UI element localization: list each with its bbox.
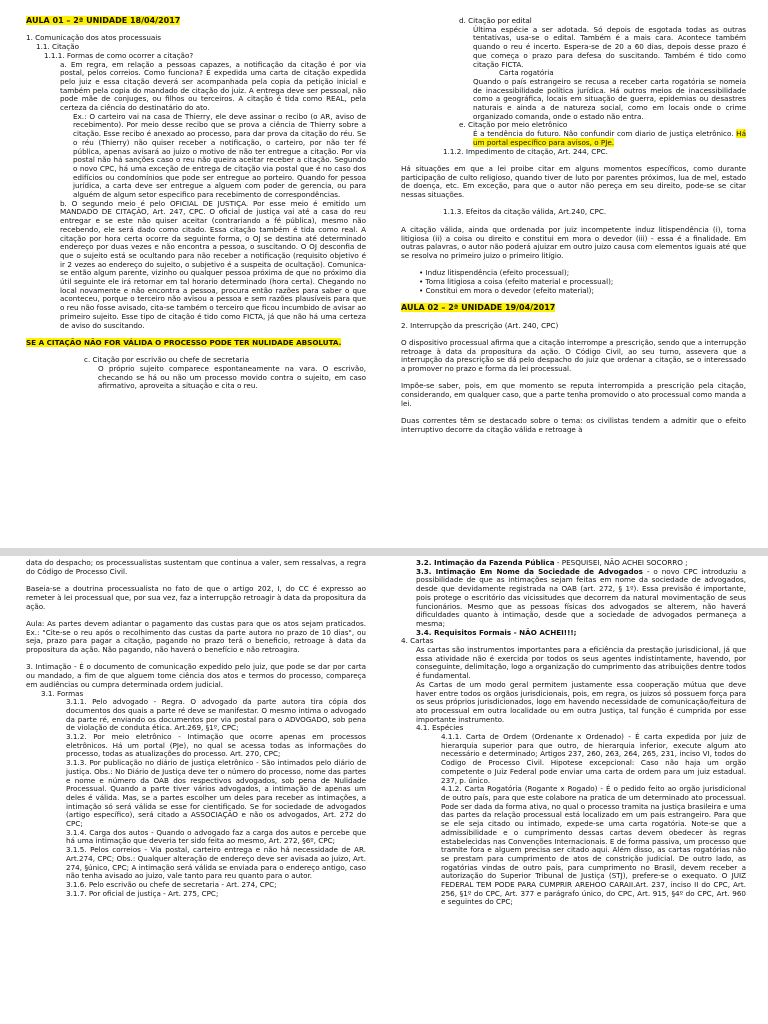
paragraph: b. O segundo meio é pelo OFICIAL DE JUSTIÇA. Por esse meio é emitido um MANDADO DE CITAÇÃO, Art. 247, CPC. O oficial de justiça vai até a casa do reu entregar e se este não quiser aceitar (contrariando a fé pública), mesmo não recebendo, ele será dado como citado. Essa citação também é tida como real. A citação por hora certa ocorre da seguinte forma, o OJ se destina até determinado endereço por duas vezes e não encontra a pessoa, o suscitando. O OJ desconfia de que o sujeito está se ocultando para não receber a notificação (requisito objetivo é ir 2 vezes ao endereço do sujeito, o subjetivo é a suspeita de ocultação). Comunica-se então algum parente, vizinho ou qualquer pessoa próxima de que no próximo dia útil seguinte ele irá retornar em tal horario determinado (hora certa). Chegando no local novamente e não encontra a pessoa, procura então razões para saber o que aconteceu, porque o terceiro não avisou a pessoa e sem razões plausíveis para que o reu não fosse avisado, cita-se também o terceiro que ficou incumbido de avisar ao primeiro sujeito. Esse tipo de citação é tido como FICTA, já que não há uma certeza de aviso do suscitando.: [60, 198, 366, 330]
list-item: 4.1.1. Carta de Ordem (Ordenante x Ordenado) - É carta expedida por juiz de hierarquia superior para que outro, de hierarquia inferior, execute algum ato necessário e determinado; Artigos 237, 260, 263, 264, 265, 231, inciso VI, todos do Codigo de Processo Civil. Hipotese excepcional: Caso não haja um orgão competente o Juiz Federal pode enviar uma carta de ordem para um juiz estadual. 237, p. único.: [441, 732, 746, 785]
subsection-title: 3.1. Formas: [41, 688, 84, 698]
page-separator: [0, 548, 768, 556]
subsection-title: d. Citação por edital: [459, 16, 532, 25]
paragraph: Última espécie a ser adotada. Só depois de esgotada todas as outras tentativas, usa-se o edital. Também é a mais cara. Acontece também quando o reu é incerto. Espera-se de 20 a 60 dias, depois desse prazo é que começa o prazo para defesa do suscitando. Também é tido como citação FICTA.: [473, 24, 746, 69]
paragraph: 3. Intimação - É o documento de comunicação expedido pelo juiz, que pode se dar por carta ou mandado, a fim de que alguem tome ciência dos atos e termos do processo, compareça em audiências ou cumpra determinada ordem judicial.: [26, 662, 366, 689]
list-item: • Induz litispendência (efeito processual);: [419, 269, 746, 278]
effects-list: [401, 269, 746, 295]
subsection-title: 4.1. Espécies: [416, 723, 464, 733]
list-item: 3.2. Intimação da Fazenda Pública - PESQUISEI, NÃO ACHEI SOCORRO ;: [416, 558, 688, 567]
page2-left-column: [26, 559, 366, 898]
paragraph: O próprio sujeito comparece espontaneamente na vara. O escrivão, checando se há ou não um processo movido contra o sujeito, em caso afirmativo, aproveita a situação e cita o reu.: [98, 364, 366, 391]
paragraph: É a tendência do futuro. Não confundir com diario de justiça eletrônico. Há um portal específico para avisos, o PJe.: [473, 129, 746, 147]
paragraph: O dispositivo processual afirma que a citação interrompe a prescrição, sendo que a interrupção retroage à data da propositura da ação. O Código Civil, ao seu turno, assevera que a interrupção da prescrição se dá pelo despacho do juiz que ordenar a citação, se o interessado a promover no prazo e forma da lei processual.: [401, 337, 746, 374]
section-title: 1. Comunicação dos atos processuais: [26, 33, 162, 43]
list-item: 3.1.7. Por oficial de justiça - Art. 275, CPC;: [66, 888, 219, 898]
page1-right-column: [401, 17, 746, 435]
subsection-title: Carta rogatória: [499, 68, 554, 78]
section-title: 4. Cartas: [401, 636, 434, 646]
list-item: 3.1.5. Pelos correios - Via postal, carteiro entrega e não há necessidade de AR. Art.274, CPC; Obs.: Qualquer alteração de endereço deve ser avisada ao juizo, Art. 274, §único, CPC; A intimação será válida se enviada para o endereço antigo, caso não tenha avisado ao juizo, vale tanto para reu quanto para o autor.: [66, 845, 366, 881]
page2-right-column: [401, 559, 746, 907]
paragraph: Duas correntes têm se destacado sobre o tema: os civilistas tendem a admitir que o efeito interruptivo decorre da citação válida e retroage à: [401, 416, 746, 434]
subsection-title: c. Citação por escrivão ou chefe de secretaria: [84, 355, 249, 365]
list-item: 3.1.1. Pelo advogado - Regra. O advogado da parte autora tira cópia dos documentos dos quais a parte ré deve se manifestar. O mesmo intima o advogado da parte ré, enviando os documentos por via postal para o ADVOGADO, sob pena de violação de conduta ética. Art.269, §1º, CPC;: [66, 697, 366, 733]
section-title: 2. Interrupção da prescrição (Art. 240, CPC): [401, 320, 559, 330]
list-item: 3.4. Requisitos Formais - NÃO ACHEI!!!;: [416, 627, 577, 637]
list-item: • Constitui em mora o devedor (efeito material);: [419, 287, 746, 296]
paragraph: As cartas são instrumentos importantes para a eficiência da prestação jurisdicional, já que essa atividade não é exercida por todos os seus agentes indistintamente, havendo, por conseguinte, delimitação, logo a organização do cumprimento das atribuições dentre todos é fundamental.: [416, 645, 746, 681]
list-item: 3.3. Intimação Em Nome da Sociedade de Advogados - o novo CPC introduziu a possibilidade de que as intimações sejam feitas em nome da sociedade de advogados, desde que devidamente registrada na OAB (art. 272, § 1º). Essa previsão é importante, pois protege o escritório das vicissitudes que decorrem da natural movimentação de seus funcionários. Mesmo que as pessoas físicas dos advogados se alterem, não haverá dificuldades quanto à intimação, desde que a sociedade de advogados permaneça a mesma;: [416, 566, 746, 628]
paragraph: A citação válida, ainda que ordenada por juiz incompetente induz litispendência (i), torna litigiosa (ii) a coisa ou direito e constitui em mora o devedor (iii) - essa é a finalidade. Em outras palavras, o autor não poderá ajuizar em outro juizo causa com elementos iguais até que se resolva no primeiro juizo o primeiro litígio.: [401, 224, 746, 260]
page-2: [0, 556, 768, 1024]
paragraph: Baseia-se a doutrina processualista no fato de que o artigo 202, I, do CC é expresso ao remeter à lei processual que, por sua vez, faz a interrupção retroagir à data da propositura da ação.: [26, 584, 366, 611]
paragraph: Ex.: O carteiro vai na casa de Thierry, ele deve assinar o recibo (o AR, aviso de recebimento). Por meio desse recibo que se prova a ciência de Thierry sobre a citação. Esse recibo é anexado ao processo, para dar prova da citação do réu. Se o réu (Thierry) não quiser receber a notificação, o carteiro, por não ter fé pública, apenas avisará ao juizo o motivo de não ter entregue a citação. Por via postal não há sanções caso o reu não queira aceitar receber a citação. Segundo o novo CPC, há uma exceção de entrega de citação via postal que é no caso dos edifícios ou condomínios que pode ser entregue ao porteiro. Quando for pessoa jurídica, a carta deve ser entregue a alguem com poder de gerencia, ou para alguém de algum setor especifico para recebimento de correspondências.: [73, 111, 366, 200]
subsection-title: 1.1.1. Formas de como ocorrer a citação?: [44, 50, 194, 60]
list-item: 3.1.3. Por publicação no diário de justiça eletrônico - São intimados pelo diário de justiça. Obs.: No Diário de Justiça deve ter o número do processo, nome das partes e nome e número da OAB dos respectivos advogados, sob pena de Nulidade Processual. Quando a parte tiver vários advogados, a intimação de apenas um deles é válida. Mas, se a partes escolher um deles para receber as intimações, a intimação só será válida se esse for cientificado. Se for sociedade de advogados (artigo específico), será citado a ASSOCIAÇÃO e não os advogados, Art. 272 do CPC;: [66, 758, 366, 829]
subsection-title: e. Citação por meio eletrônico: [459, 120, 568, 130]
list-item: • Torna litigiosa a coisa (efeito material e processual);: [419, 278, 746, 287]
subsection-title: 1.1. Citação: [36, 42, 79, 52]
list-item: 3.1.2. Por meio eletrônico - Intimação que ocorre apenas em processos eletrônicos. Há um portal (PJe), no qual se acessa todas as informações do processo, todas as atualizações do processo. Art. 270, CPC;: [66, 732, 366, 759]
lesson-heading: AULA 02 – 2ª UNIDADE 19/04/2017: [401, 303, 556, 313]
paragraph: Aula: As partes devem adiantar o pagamento das custas para que os atos sejam praticados. Ex.: "Cite-se o reu após o recolhimento das custas da parte autora no prazo de 10 dias", ou seja, prazo para pagar a citação, pagando no prazo terá o beneficio, retroage à data da propositura da ação. Não pagando, não haverá o benefício e não retroagira.: [26, 618, 366, 654]
highlighted-text: Há um portal específico para avisos, o PJe.: [473, 129, 746, 147]
paragraph: Há situações em que a lei proibe citar em alguns momentos específicos, como durante participação de culto religioso, quando tiver de luto por parentes próximos, lua de mel, estado de doença, etc. Em exceção, para que o autor não pereça em seu direito, pode-se se citar nessas situações.: [401, 163, 746, 200]
lesson-heading: AULA 01 – 2ª UNIDADE 18/04/2017: [26, 16, 181, 25]
paragraph: As Cartas de um modo geral permitem justamente essa cooperação mútua que deve haver entre todos os orgãos jurisdicionais, pois, em regra, os juizos só possuem força para os seus próprios jurisdicionados, logo em havendo necessidade de comunicação/feitura de ato processual em outra localidade ou em outra Justiça, tal função é cumprida por esse importante instrumento.: [416, 679, 746, 724]
page1-left-column: [26, 17, 366, 391]
list-item: 3.1.6. Pelo escrivão ou chefe de secretaria - Art. 274, CPC;: [66, 879, 277, 889]
subsection-title: 1.1.2. Impedimento de citação, Art. 244, CPC.: [443, 146, 608, 156]
subsection-title: 1.1.3. Efeitos da citação válida, Art.240, CPC.: [443, 207, 607, 217]
paragraph: data do despacho; os processualistas sustentam que continua a valer, sem ressalvas, a regra do Código de Processo Civil.: [26, 558, 366, 576]
list-item: 4.1.2. Carta Rogatória (Rogante x Rogado) - É o pedido feito ao orgão jurisdicional de outro país, para que este colabore na pratica de um determinado ato processual. Pode ser dada da forma ativa, no qual o processo tramita na justiça brasileira e uma das partes da relação processual está localizado em um pais estrangeiro. Para que se ele seja citado ou intimado, expede-se uma carta rogatória. Note-se que a admissibilidade e o cumprimento dessas cartas devem obedecer às regras estabelecidas nas Convenções Internacionais. E de forma passiva, um processo que tramite fora e alguem precisa ser citado aqui. Além disso, as cartas rogatórias não se prestam para cumprimento de atos de constrição judicial. De outro lado, as rogatórias vindas de outro país, para cumprimento no Brasil, devem receber a autorização do Superior Tribunal de Justiça (STJ), prefere-se o exequato. O JUIZ FEDERAL TEM PODE PARA CUMPRIR AREHOO CARAII.Art. 237, inciso II do CPC, Art. 256, §1º do CPC, Art. 377 e parágrafo único, do CPC, Art. 915, §4º do CPC, Art. 960 e seguintes do CPC;: [441, 784, 746, 907]
paragraph: Quando o país estrangeiro se recusa a receber carta rogatória se nomeia de inacessibilidade política jurídica. Há outros meios de inacessibilidade como a geográfica, locais em situação de guerra, epidemias ou desastres naturais e ainda a de natureza social, como em locais onde o crime organizado comanda, onde o estado não entra.: [473, 76, 746, 121]
highlighted-note: SE A CITAÇÃO NÃO FOR VÁLIDA O PROCESSO PODE TER NULIDADE ABSOLUTA.: [26, 337, 342, 347]
paragraph: Impõe-se saber, pois, em que momento se reputa interrompida a prescrição pela citação, considerando, em qualquer caso, que a parte tenha promovido o ato processual como manda a lei.: [401, 381, 746, 408]
list-item: 3.1.4. Carga dos autos - Quando o advogado faz a carga dos autos e percebe que há uma intimação que deveria ter sido feita ao mesmo, Art. 272, §6º, CPC;: [66, 827, 366, 846]
paragraph: a. Em regra, em relação a pessoas capazes, a notificação da citação é por via postal, pelos correios. Como funciona? É expedida uma carta de citação expedida pelo juiz e essa citação deverá ser acompanhada pela copia da petição inicial e também pela copia do mandado de citação do juiz. A entrega deve ser pessoal, não pode mãe de conjuges, ou filhos ou terceiros. A citação é tida como REAL, pela certeza da ciência do destinatário do ato.: [60, 59, 366, 113]
